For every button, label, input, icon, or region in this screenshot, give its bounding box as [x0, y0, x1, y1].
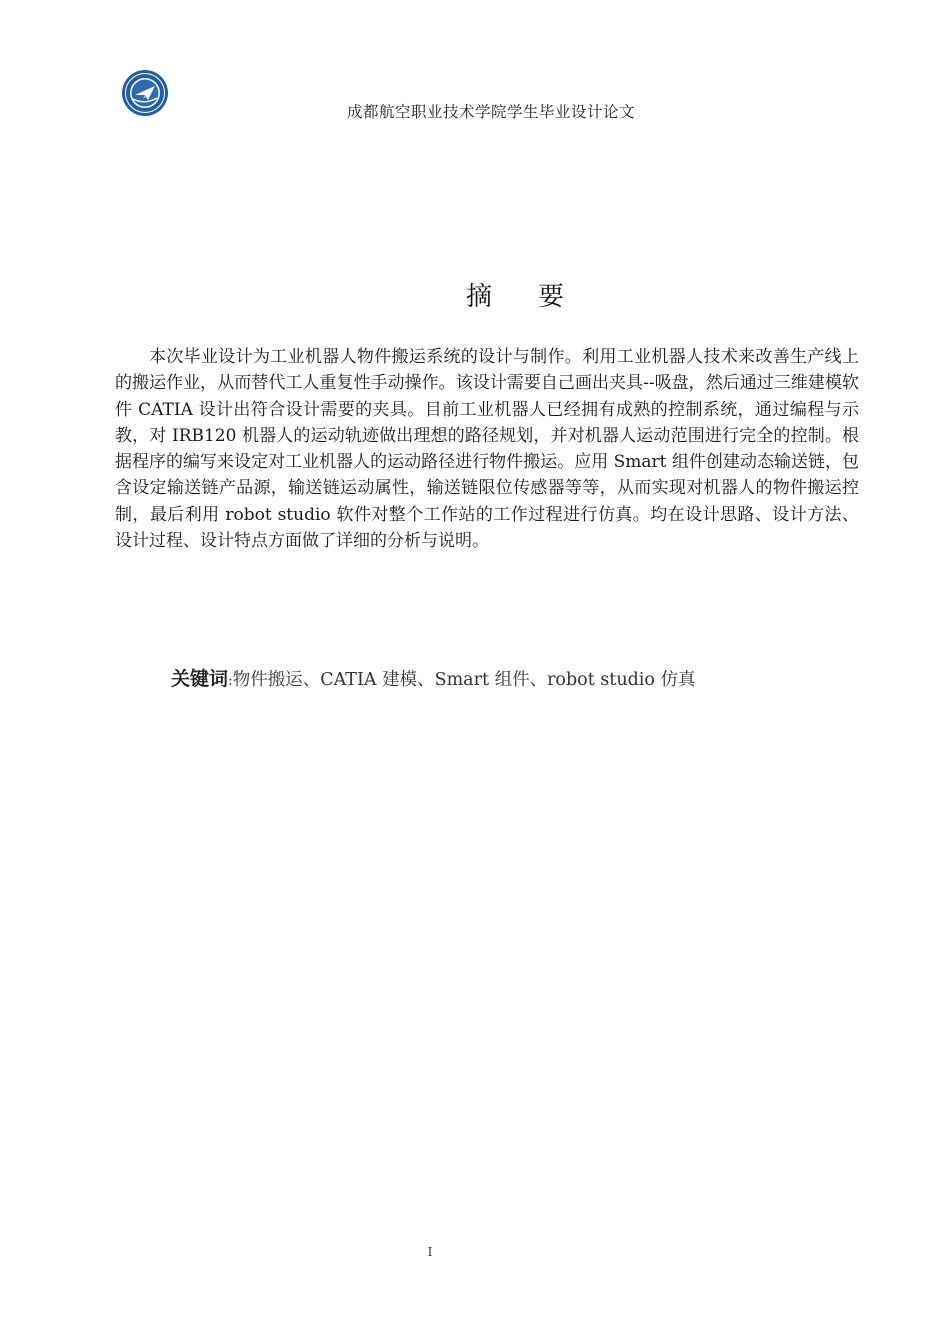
abstract-heading-char-1: 摘: [466, 282, 493, 312]
keywords-label: 关键词: [171, 668, 229, 690]
keywords-values: 物件搬运、CATIA 建模、Smart 组件、robot studio 仿真: [232, 670, 696, 690]
header-title: 成都航空职业技术学院学生毕业设计论文: [346, 103, 635, 121]
keywords-colon: :: [228, 673, 233, 689]
keywords-line: [171, 664, 695, 691]
abstract-heading-char-2: 要: [538, 282, 565, 312]
abstract-heading: [466, 276, 564, 313]
abstract-body: 本次毕业设计为工业机器人物件搬运系统的设计与制作。利用工业机器人技术来改善生产线上的搬运作业，从而替代工人重复性手动操作。该设计需要自己画出夹具--吸盘，然后通过三维建模软件 CATIA 设计出符合设计需要的夹具。目前工业机器人已经拥有成熟的控制系统，通过编程与示教，对 IRB120 机器人的运动轨迹做出理想的路径规划，并对机器人运动范围进行完全的控制。根据程序的编写来设定对工业机器人的运动路径进行物件搬运。应用 Smart 组件创建动态输送链，包含设定输送链产品源，输送链运动属性，输送链限位传感器等等，从而实现对机器人的物件搬运控制，最后利用 robot studio 软件对整个工作站的工作过程进行仿真。均在设计思路、设计方法、设计过程、设计特点方面做了详细的分析与说明。: [115, 347, 859, 552]
page-number: I: [427, 1245, 433, 1259]
